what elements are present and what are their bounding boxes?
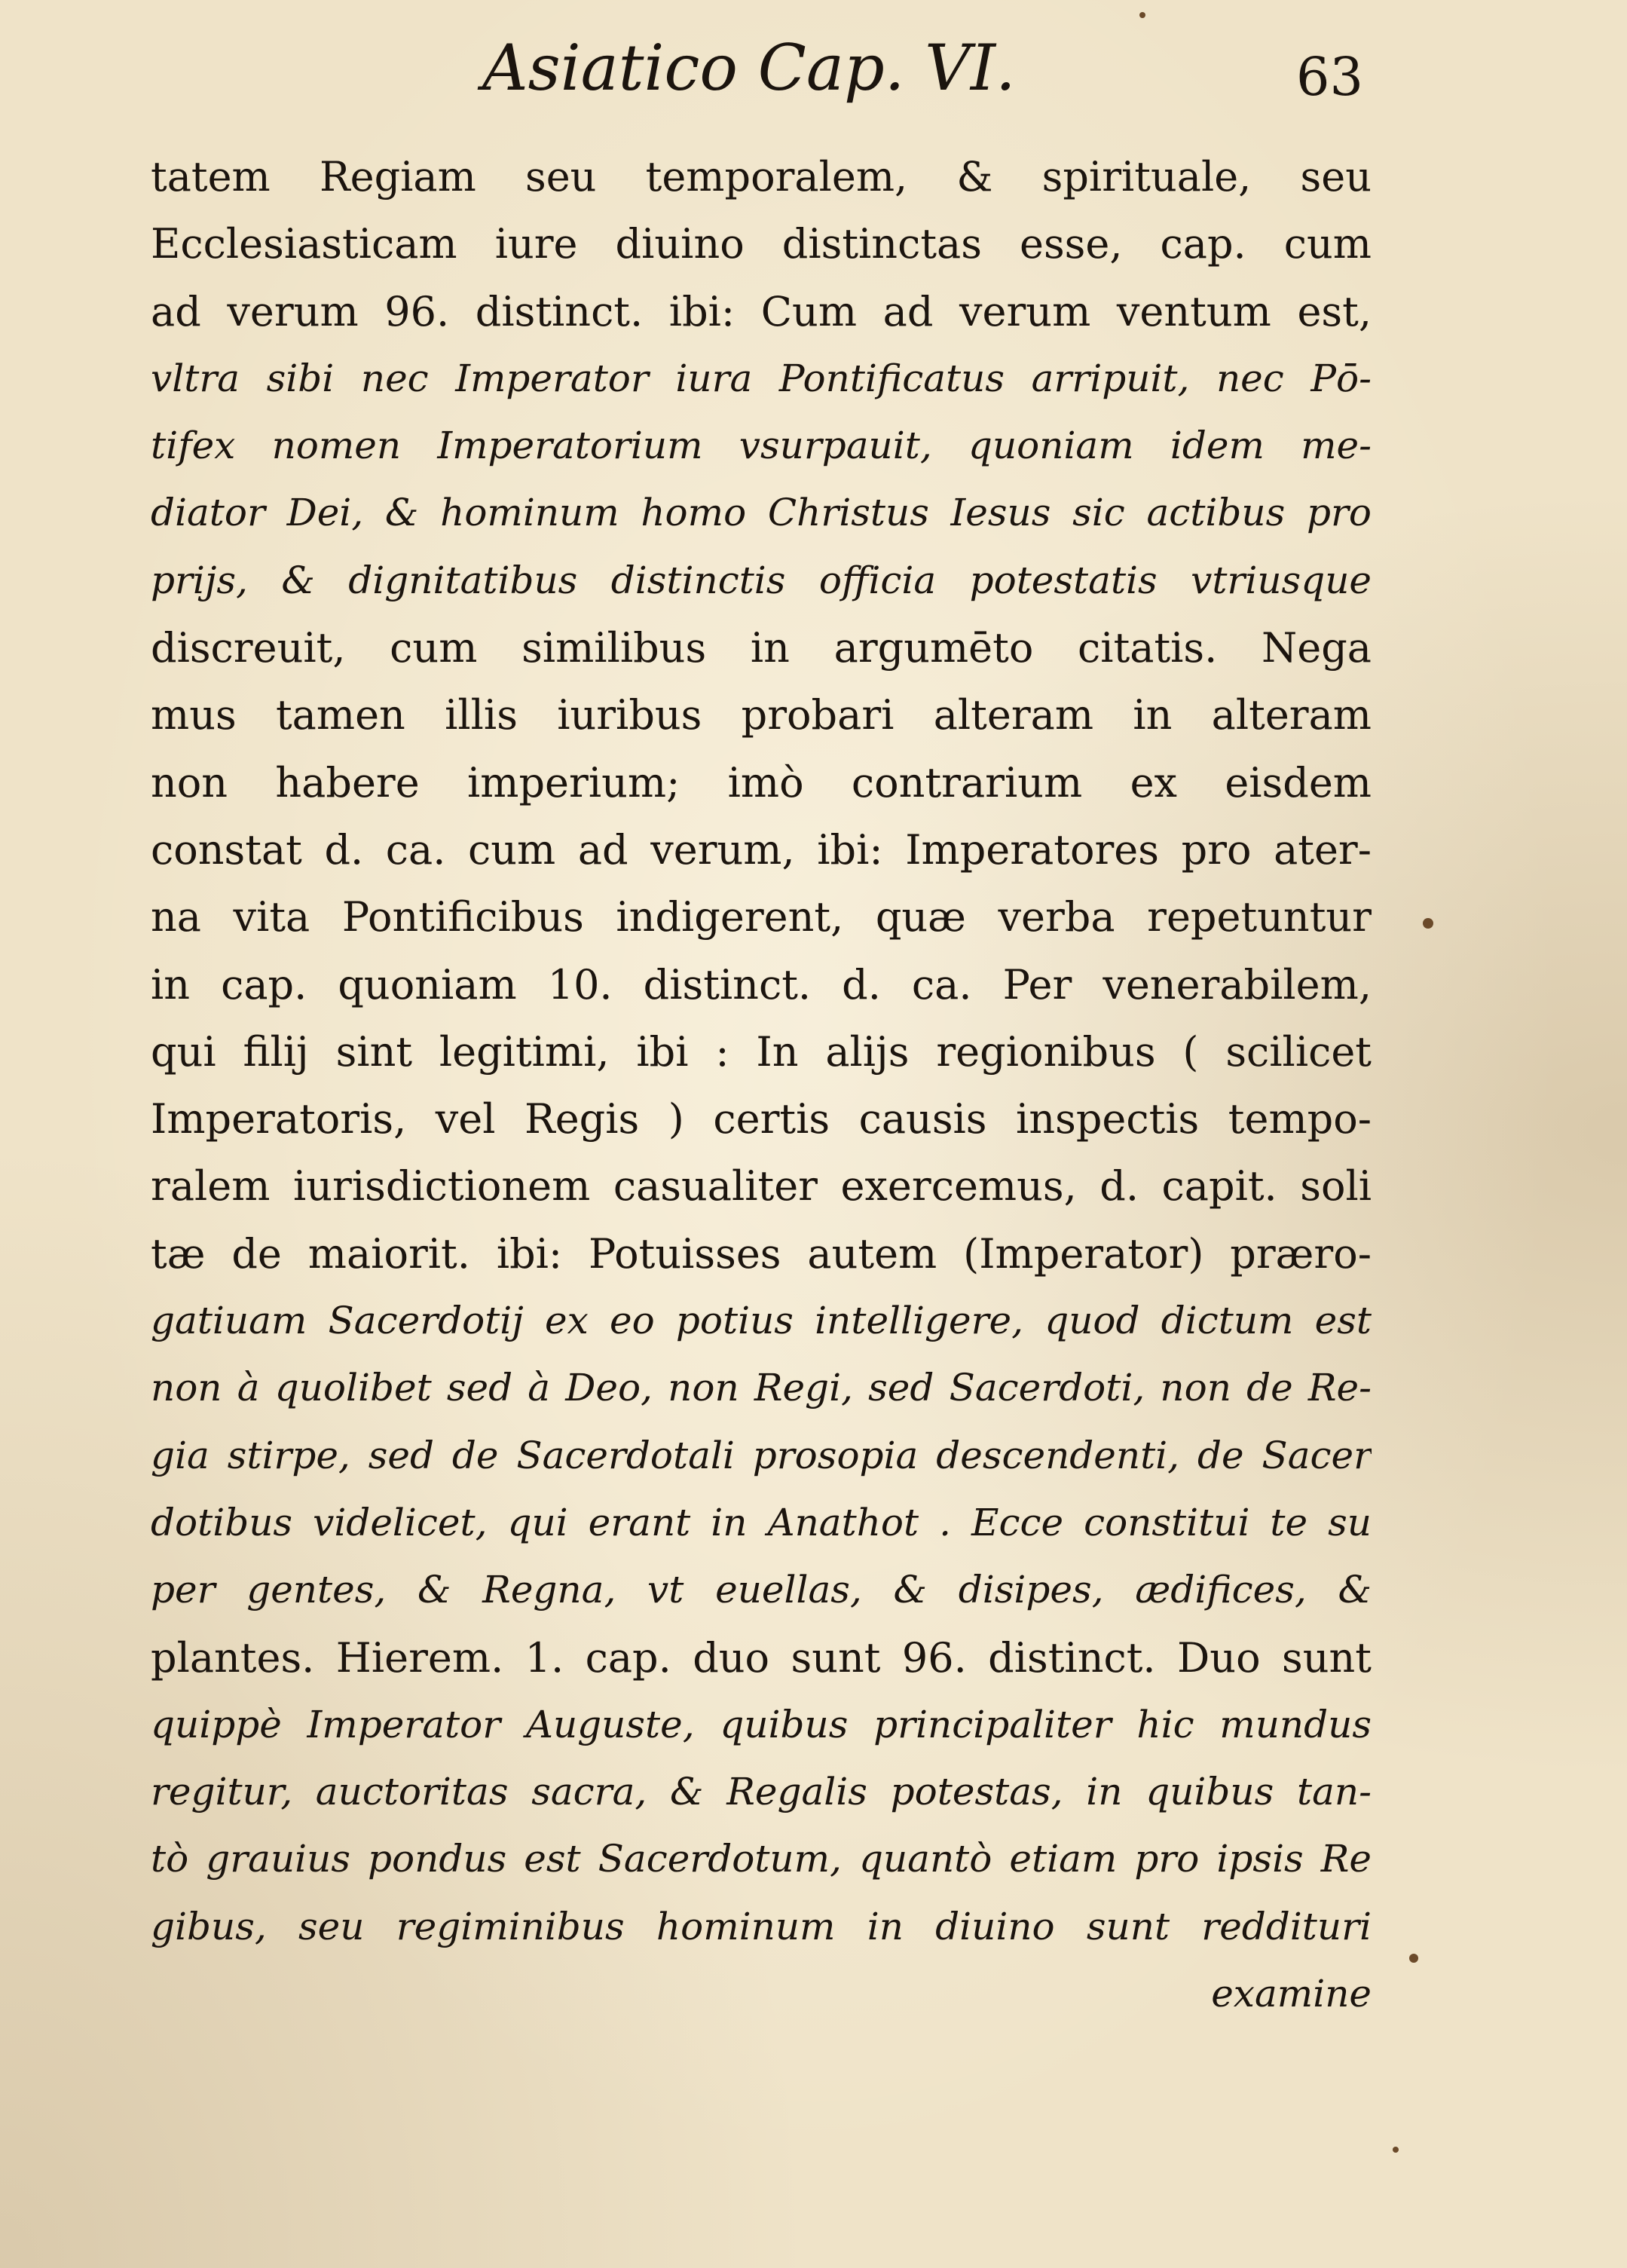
ink-spot (1393, 2147, 1399, 2153)
running-header-title: Asiatico Cap. VI. (482, 31, 1016, 105)
ink-spot (1423, 918, 1433, 929)
text-line: gia stirpe, sed de Sacerdotali prosopia descendenti, de Sacer (151, 1433, 1372, 1477)
text-line: tæ de maiorit. ibi: Potuisses autem (Imperator) præro- (151, 1229, 1372, 1278)
text-line: vltra sibi nec Imperator iura Pontificatus arripuit, nec Pō- (151, 356, 1372, 400)
ink-spot (1409, 1954, 1418, 1963)
text-line: ralem iurisdictionem casualiter exercemus, d. capit. soli (151, 1162, 1372, 1211)
text-line: tatem Regiam seu temporalem, & spirituale, seu (151, 153, 1372, 200)
text-line: gatiuam Sacerdotij ex eo potius intelligere, quod dictum est (151, 1299, 1372, 1343)
text-line: gibus, seu regiminibus hominum in diuino sunt reddituri (151, 1904, 1372, 1948)
text-line: prijs, & dignitatibus distinctis officia potestatis vtriusque (151, 558, 1372, 602)
text-line: ad verum 96. distinct. ibi: Cum ad verum ventum est, (151, 287, 1372, 335)
text-line: per gentes, & Regna, vt euellas, & disipes, ædifices, & (151, 1568, 1372, 1612)
text-line: non à quolibet sed à Deo, non Regi, sed Sacerdoti, non de Re- (151, 1366, 1372, 1410)
text-line: Imperatoris, vel Regis ) certis causis inspectis tempo- (151, 1095, 1372, 1143)
text-line: dotibus videlicet, qui erant in Anathot . Ecce constitui te su (151, 1500, 1372, 1544)
text-line: discreuit, cum similibus in argumēto citatis. Nega (151, 624, 1372, 672)
ink-spot (1139, 12, 1145, 18)
text-line: constat d. ca. cum ad verum, ibi: Imperatores pro ater- (151, 825, 1372, 874)
text-line: quippè Imperator Auguste, quibus principaliter hic mundus (151, 1702, 1372, 1746)
text-line: qui filij sint legitimi, ibi : In alijs regionibus ( scilicet (151, 1027, 1372, 1076)
text-line: tò grauius pondus est Sacerdotum, quantò etiam pro ipsis Re (151, 1837, 1372, 1881)
text-line: in cap. quoniam 10. distinct. d. ca. Per venerabilem, (151, 960, 1372, 1009)
page-number: 63 (1296, 46, 1364, 108)
text-line: regitur, auctoritas sacra, & Regalis potestas, in quibus tan- (151, 1770, 1372, 1814)
body-text (151, 143, 1372, 2028)
text-line: na vita Pontificibus indigerent, quæ verba repetuntur (151, 893, 1372, 941)
text-line: mus tamen illis iuribus probari alteram in alteram (151, 691, 1372, 739)
text-line: diator Dei, & hominum homo Christus Iesus sic actibus pro (151, 491, 1372, 535)
text-line: plantes. Hierem. 1. cap. duo sunt 96. distinct. Duo sunt (151, 1633, 1372, 1682)
text-line: Ecclesiasticam iure diuino distinctas esse, cap. cum (151, 220, 1372, 268)
catchword: examine (1211, 1972, 1372, 2016)
text-line: tifex nomen Imperatorium vsurpauit, quoniam idem me- (151, 424, 1372, 468)
text-line: non habere imperium; imò contrarium ex eisdem (151, 758, 1372, 807)
